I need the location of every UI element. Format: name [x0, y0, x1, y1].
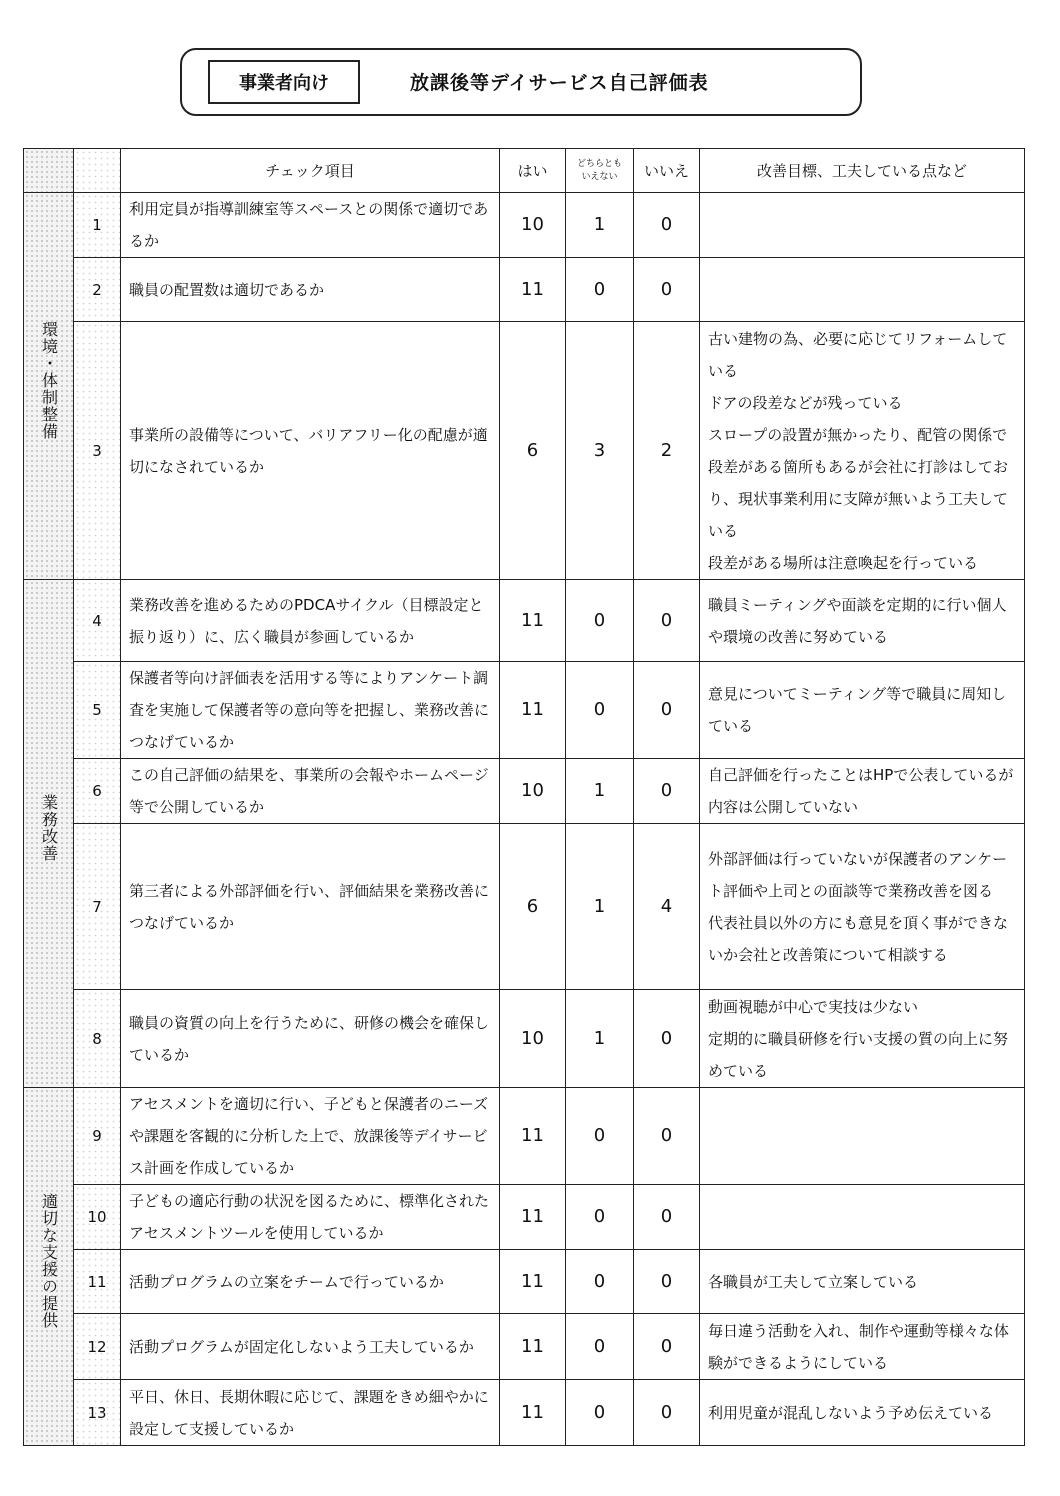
check-item-text: 業務改善を進めるためのPDCAサイクル（目標設定と振り返り）に、広く職員が参画しているか [121, 580, 500, 662]
neither-count: 1 [566, 990, 634, 1088]
item-number: 1 [74, 193, 121, 258]
document-title: 放課後等デイサービス自己評価表 [410, 72, 709, 94]
table-row [24, 1380, 1025, 1446]
item-number: 3 [74, 322, 121, 580]
no-count: 0 [634, 759, 700, 824]
yes-count: 11 [500, 1088, 566, 1185]
self-evaluation-table [23, 148, 1025, 1446]
notes-header: 改善目標、工夫している点など [700, 149, 1025, 193]
check-item-text: 平日、休日、長期休暇に応じて、課題をきめ細やかに設定して支援しているか [121, 1380, 500, 1446]
no-header: いいえ [634, 149, 700, 193]
category-cell [24, 1088, 74, 1446]
yes-count: 10 [500, 193, 566, 258]
no-count: 0 [634, 662, 700, 759]
neither-count: 0 [566, 1380, 634, 1446]
improvement-notes [700, 1088, 1025, 1185]
note-line: 動画視聴が中心で実技は少ない [708, 997, 919, 1016]
no-count: 4 [634, 824, 700, 990]
note-line: 利用児童が混乱しないよう予め伝えている [708, 1403, 994, 1422]
check-item-text: 活動プログラムの立案をチームで行っているか [121, 1250, 500, 1314]
check-item-text: 職員の配置数は適切であるか [121, 258, 500, 322]
improvement-notes [700, 662, 1025, 759]
check-item-text: 職員の資質の向上を行うために、研修の機会を確保しているか [121, 990, 500, 1088]
note-line: 自己評価を行ったことはHPで公表しているが内容は公開していない [708, 766, 1014, 816]
table-row [24, 990, 1025, 1088]
improvement-notes [700, 1314, 1025, 1380]
table-row [24, 662, 1025, 759]
no-count: 0 [634, 1250, 700, 1314]
check-item-text: 利用定員が指導訓練室等スペースとの関係で適切であるか [121, 193, 500, 258]
no-count: 0 [634, 258, 700, 322]
improvement-notes [700, 580, 1025, 662]
neither-count: 0 [566, 662, 634, 759]
neither-count: 0 [566, 580, 634, 662]
improvement-notes [700, 1380, 1025, 1446]
yes-count: 11 [500, 580, 566, 662]
category-label: 環境・体制整備 [39, 321, 59, 440]
no-count: 2 [634, 322, 700, 580]
category-cell [24, 193, 74, 580]
yes-header: はい [500, 149, 566, 193]
table-row [24, 1185, 1025, 1250]
item-number: 11 [74, 1250, 121, 1314]
item-number: 7 [74, 824, 121, 990]
note-line: 職員ミーティングや面談を定期的に行い個人や環境の改善に努めている [708, 595, 1007, 646]
neither-count: 0 [566, 1314, 634, 1380]
no-count: 0 [634, 1380, 700, 1446]
category-header [24, 149, 74, 193]
item-number: 13 [74, 1380, 121, 1446]
table-row [24, 1250, 1025, 1314]
no-count: 0 [634, 990, 700, 1088]
improvement-notes [700, 1185, 1025, 1250]
note-line: 毎日違う活動を入れ、制作や運動等様々な体験ができるようにしている [708, 1321, 1009, 1372]
note-line: 外部評価は行っていないが保護者のアンケート評価や上司との面談等で業務改善を図る [708, 849, 1008, 900]
yes-count: 10 [500, 759, 566, 824]
check-item-text: アセスメントを適切に行い、子どもと保護者のニーズや課題を客観的に分析した上で、放課後等デイサービス計画を作成しているか [121, 1088, 500, 1185]
note-line: 代表社員以外の方にも意見を頂く事ができないか会社と改善策について相談する [708, 913, 1009, 964]
no-count: 0 [634, 1185, 700, 1250]
number-header [74, 149, 121, 193]
check-item-text: 事業所の設備等について、バリアフリー化の配慮が適切になされているか [121, 322, 500, 580]
table-row [24, 580, 1025, 662]
note-line: 古い建物の為、必要に応じてリフォームしている [708, 329, 1008, 380]
item-number: 9 [74, 1088, 121, 1185]
note-line: 段差がある場所は注意喚起を行っている [708, 553, 979, 572]
category-label: 業務改善 [39, 794, 59, 862]
item-number: 6 [74, 759, 121, 824]
note-line: ドアの段差などが残っている [708, 393, 903, 412]
no-count: 0 [634, 193, 700, 258]
improvement-notes [700, 1250, 1025, 1314]
yes-count: 10 [500, 990, 566, 1088]
item-number: 2 [74, 258, 121, 322]
category-label: 適切な支援の提供 [39, 1193, 59, 1329]
neither-count: 0 [566, 1250, 634, 1314]
item-number: 10 [74, 1185, 121, 1250]
title-banner [180, 48, 862, 116]
yes-count: 11 [500, 1250, 566, 1314]
improvement-notes [700, 990, 1025, 1088]
table-row [24, 759, 1025, 824]
neither-count: 0 [566, 1185, 634, 1250]
yes-count: 11 [500, 258, 566, 322]
item-number: 4 [74, 580, 121, 662]
neither-count: 3 [566, 322, 634, 580]
yes-count: 6 [500, 322, 566, 580]
check-item-text: 子どもの適応行動の状況を図るために、標準化されたアセスメントツールを使用しているか [121, 1185, 500, 1250]
yes-count: 11 [500, 1380, 566, 1446]
no-count: 0 [634, 580, 700, 662]
check-item-header: チェック項目 [121, 149, 500, 193]
improvement-notes [700, 258, 1025, 322]
note-line: 意見についてミーティング等で職員に周知している [708, 685, 1007, 735]
neither-count: 1 [566, 824, 634, 990]
table-row [24, 824, 1025, 990]
yes-count: 11 [500, 662, 566, 759]
improvement-notes [700, 193, 1025, 258]
check-item-text: 活動プログラムが固定化しないよう工夫しているか [121, 1314, 500, 1380]
table-row [24, 258, 1025, 322]
neither-header-line2: いえない [581, 171, 618, 182]
note-line: 各職員が工夫して立案している [708, 1272, 919, 1291]
note-line: スロープの設置が無かったり、配管の関係で段差がある箇所もあるが会社に打診はしており、現状事業利用に支障が無いよう工夫している [708, 425, 1009, 540]
neither-header [566, 149, 634, 193]
item-number: 8 [74, 990, 121, 1088]
item-number: 5 [74, 662, 121, 759]
neither-count: 1 [566, 193, 634, 258]
item-number: 12 [74, 1314, 121, 1380]
check-item-text: 第三者による外部評価を行い、評価結果を業務改善につなげているか [121, 824, 500, 990]
neither-count: 0 [566, 1088, 634, 1185]
no-count: 0 [634, 1088, 700, 1185]
table-row [24, 322, 1025, 580]
audience-label: 事業者向け [208, 60, 360, 104]
header-row [24, 149, 1025, 193]
table-row [24, 193, 1025, 258]
yes-count: 11 [500, 1314, 566, 1380]
no-count: 0 [634, 1314, 700, 1380]
neither-header-line1: どちらとも [576, 158, 622, 169]
check-item-text: この自己評価の結果を、事業所の会報やホームページ等で公開しているか [121, 759, 500, 824]
note-line: 定期的に職員研修を行い支援の質の向上に努めている [708, 1029, 1009, 1080]
table-row [24, 1088, 1025, 1185]
check-item-text: 保護者等向け評価表を活用する等によりアンケート調査を実施して保護者等の意向等を把握し、業務改善につなげているか [121, 662, 500, 759]
improvement-notes [700, 759, 1025, 824]
improvement-notes [700, 824, 1025, 990]
category-cell [24, 580, 74, 1088]
yes-count: 11 [500, 1185, 566, 1250]
table-row [24, 1314, 1025, 1380]
improvement-notes [700, 322, 1025, 580]
neither-count: 0 [566, 258, 634, 322]
yes-count: 6 [500, 824, 566, 990]
neither-count: 1 [566, 759, 634, 824]
